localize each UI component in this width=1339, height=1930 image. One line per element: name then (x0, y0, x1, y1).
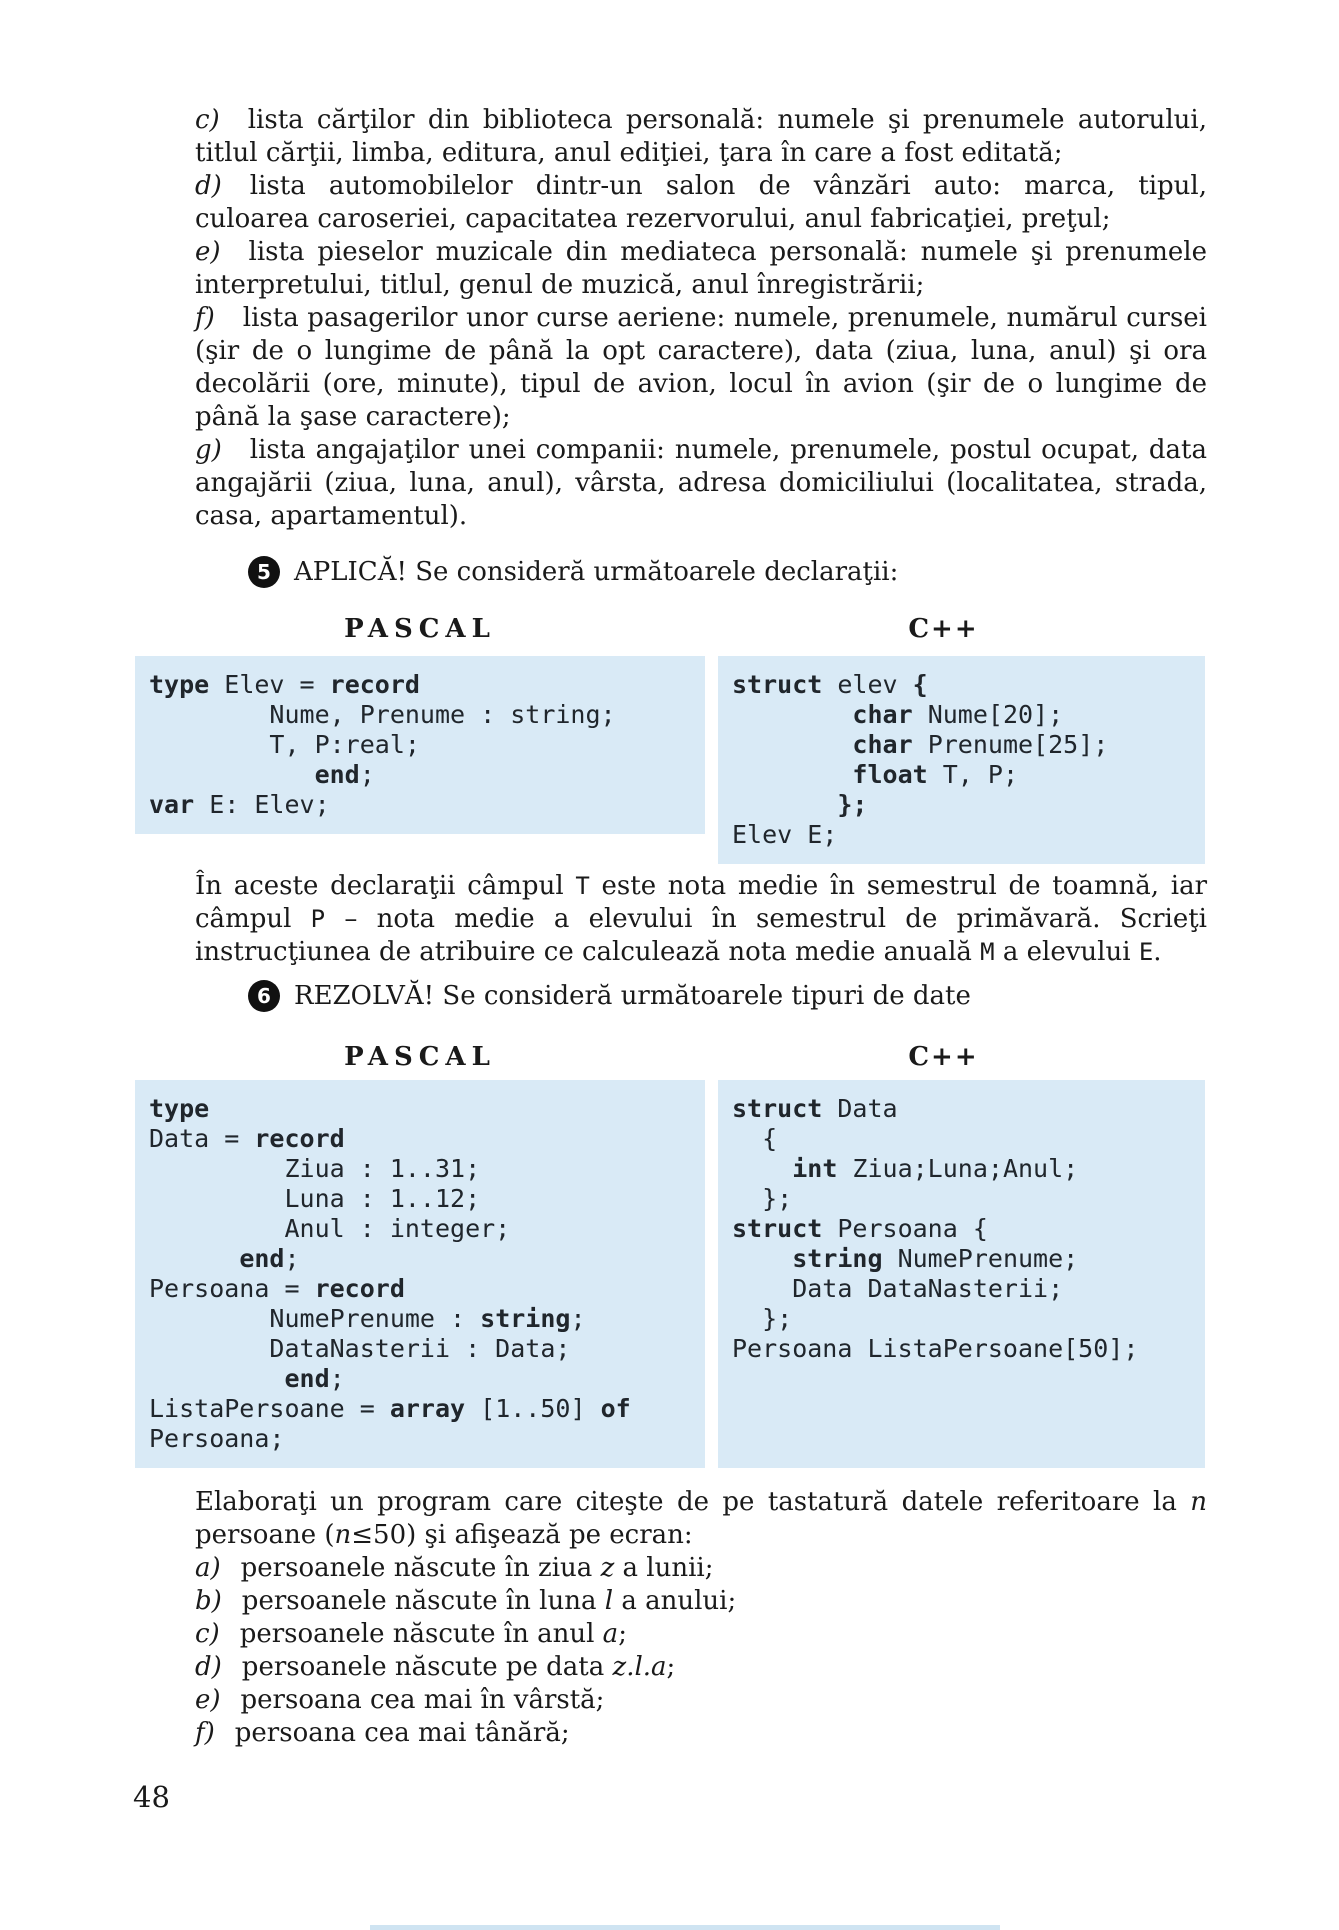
cpp-column-heading-2: C++ (908, 1042, 979, 1072)
code-comparison-block-1 (135, 656, 1205, 864)
code-line (149, 1394, 701, 1424)
exercise-5-title: APLICĂ! Se consideră următoarele declaraţii: (294, 557, 899, 587)
text-segment: este nota medie în semestrul de toamnă, iar câmpul (195, 871, 1207, 934)
text-segment: }; (837, 790, 868, 819)
text-segment: ; (284, 1244, 300, 1273)
item-text: lista automobilelor dintr-un salon de vânzări auto: marca, tipul, culoarea caroseriei, capacitatea rezervorului, anul fabricaţiei, preţul; (195, 171, 1207, 234)
text-segment: E (1138, 938, 1154, 966)
item-text (242, 1652, 676, 1682)
text-segment: ; (329, 1364, 345, 1393)
text-segment: }; (732, 1184, 793, 1213)
exercise-items-c-g (195, 104, 1207, 533)
code-line (149, 1334, 701, 1364)
exercise-6-number-badge: 6 (248, 980, 280, 1012)
text-segment: ; (570, 1304, 586, 1333)
text-segment: char (852, 730, 913, 759)
code-line (732, 1094, 1201, 1124)
item-letter: b) (195, 1586, 222, 1616)
code-line (732, 1154, 1201, 1184)
text-segment: Ziua;Luna;Anul; (837, 1154, 1079, 1183)
text-segment: Nume[20]; (912, 700, 1064, 729)
list-item (195, 1651, 1207, 1684)
list-item (195, 1717, 1207, 1750)
text-segment: T (575, 872, 590, 900)
text-segment: DataNasterii : Data; (149, 1334, 571, 1363)
text-segment: Persoana; (149, 1424, 285, 1453)
text-segment: record (329, 670, 420, 699)
text-segment: Anul : integer; (149, 1214, 511, 1243)
text-segment: a (602, 1619, 619, 1649)
text-segment: P (310, 905, 326, 933)
text-segment: NumePrenume : (149, 1304, 481, 1333)
text-segment: record (314, 1274, 405, 1303)
text-segment: a lunii; (614, 1553, 714, 1583)
text-segment: struct (732, 1214, 823, 1243)
text-segment: Luna : 1..12; (149, 1184, 481, 1213)
text-segment (149, 1364, 284, 1393)
code-line (732, 670, 1201, 700)
cpp-code-block-2 (718, 1080, 1205, 1468)
text-segment: struct (732, 1094, 823, 1123)
text-segment: T, P:real; (149, 730, 420, 759)
text-segment: a elevului (994, 937, 1139, 967)
code-line (149, 1124, 701, 1154)
text-segment: array (389, 1394, 466, 1423)
text-segment: Elev = (209, 670, 330, 699)
text-segment: Ziua : 1..31; (149, 1154, 481, 1183)
exercise-5-header (248, 556, 898, 588)
list-item (195, 1585, 1207, 1618)
text-segment: struct (732, 670, 823, 699)
text-segment (732, 730, 852, 759)
text-segment: M (980, 938, 995, 966)
list-item (195, 1552, 1207, 1585)
text-segment (149, 760, 315, 789)
item-letter: d) (195, 171, 222, 201)
text-segment: [1..50] (465, 1394, 601, 1423)
item-text (241, 1685, 605, 1715)
item-letter: e) (195, 1685, 221, 1715)
code-line (149, 1364, 701, 1394)
text-segment (732, 700, 852, 729)
text-segment: T, P; (927, 760, 1018, 789)
code-line (732, 730, 1201, 760)
list-item (195, 104, 1207, 170)
text-segment: end (284, 1364, 330, 1393)
item-letter: e) (195, 237, 221, 267)
text-segment: l (604, 1586, 614, 1616)
text-segment: of (600, 1394, 631, 1423)
item-letter: g) (195, 435, 222, 465)
text-segment (732, 1244, 792, 1273)
text-segment: Data (822, 1094, 898, 1123)
text-segment (732, 760, 852, 789)
item-letter: c) (195, 105, 220, 135)
code-line (732, 1334, 1201, 1364)
code-line (149, 790, 701, 820)
task-paragraph (195, 1486, 1207, 1552)
item-letter: a) (195, 1553, 221, 1583)
text-segment: char (852, 700, 913, 729)
item-text: lista angajaţilor unei companii: numele, prenumele, postul ocupat, data angajării (ziua, luna, anul), vârsta, adresa domiciliului (localitatea, strada, casa, apartamentul). (195, 435, 1207, 531)
item-text (242, 1586, 736, 1616)
code-line (732, 1274, 1201, 1304)
code-line (732, 700, 1201, 730)
code-line (149, 1244, 701, 1274)
code-line (149, 700, 701, 730)
pascal-column-heading-2: PASCAL (344, 1042, 496, 1072)
text-segment: NumePrenume; (882, 1244, 1079, 1273)
code-line (149, 730, 701, 760)
code-line (149, 1304, 701, 1334)
text-segment: Elaboraţi un program care citeşte de pe tastatură datele referitoare la (195, 1487, 1191, 1517)
text-segment: { (732, 1124, 778, 1153)
text-segment: . (1153, 937, 1162, 967)
text-segment: end (239, 1244, 285, 1273)
code-line (732, 1214, 1201, 1244)
text-segment: Persoana { (822, 1214, 988, 1243)
text-segment: Elev E; (732, 820, 838, 849)
text-segment: persoanele născute în ziua (240, 1553, 601, 1583)
cpp-column-heading: C++ (908, 614, 979, 644)
code-line (732, 1184, 1201, 1214)
text-segment (149, 1244, 239, 1273)
cpp-code-block-1 (718, 656, 1205, 864)
text-segment: persoanele născute în luna (241, 1586, 605, 1616)
list-item (195, 434, 1207, 533)
text-segment: type (149, 670, 210, 699)
item-text (240, 1619, 627, 1649)
text-segment: }; (732, 1304, 793, 1333)
code-line (149, 760, 701, 790)
list-item (195, 1684, 1207, 1717)
text-segment: Data DataNasterii; (732, 1274, 1064, 1303)
item-letter: c) (195, 1619, 220, 1649)
item-text (241, 1553, 714, 1583)
text-segment: ; (618, 1619, 627, 1649)
text-segment: ≤50) şi afişează pe ecran: (351, 1520, 693, 1550)
list-item (195, 236, 1207, 302)
item-text: lista pieselor muzicale din mediateca personală: numele şi prenumele interpretului, titlul, genul de muzică, anul înregistrării; (195, 237, 1207, 300)
text-segment: ListaPersoane = (149, 1394, 390, 1423)
list-item (195, 170, 1207, 236)
code-line (732, 1124, 1201, 1154)
text-segment (732, 1154, 792, 1183)
code-line (149, 1094, 701, 1124)
explanation-paragraph (195, 870, 1207, 969)
text-segment: Nume, Prenume : string; (149, 700, 616, 729)
exercise-6-title: REZOLVĂ! Se consideră următoarele tipuri de date (294, 981, 971, 1011)
text-segment: ; (666, 1652, 676, 1682)
page-number: 48 (133, 1780, 170, 1814)
text-segment: ; (359, 760, 375, 789)
text-segment: Prenume[25]; (912, 730, 1109, 759)
text-segment: record (254, 1124, 345, 1153)
pascal-code-block-2 (135, 1080, 705, 1468)
exercise-6-header (248, 980, 971, 1012)
code-line (732, 820, 1201, 850)
text-segment: Data = (149, 1124, 255, 1153)
text-segment: Persoana ListaPersoane[50]; (732, 1334, 1139, 1363)
code-line (732, 1304, 1201, 1334)
item-text: lista pasagerilor unor curse aeriene: numele, prenumele, numărul cursei (şir de o lungime de până la opt caractere), data (ziua, luna, anul) şi ora decolării (ore, minute), tipul de avion, locul în avion (şir de o lungime de până la şase caractere); (195, 303, 1207, 432)
code-line (149, 1184, 701, 1214)
text-segment: persoane ( (195, 1520, 335, 1550)
text-segment: elev (822, 670, 913, 699)
task-items-a-f (195, 1552, 1207, 1750)
text-segment: string (792, 1244, 883, 1273)
code-line (732, 760, 1201, 790)
text-segment: end (314, 760, 360, 789)
text-segment: z (600, 1553, 615, 1583)
text-segment: float (852, 760, 928, 789)
text-segment (732, 790, 837, 819)
text-segment: persoanele născute pe data (241, 1652, 613, 1682)
code-line (149, 1274, 701, 1304)
pascal-code-block-1 (135, 656, 705, 834)
list-item (195, 302, 1207, 434)
text-segment: n (1190, 1487, 1207, 1517)
text-segment: type (149, 1094, 210, 1123)
code-line (149, 1154, 701, 1184)
text-segment: var (149, 790, 195, 819)
exercise-5-number-badge: 5 (248, 556, 280, 588)
list-item (195, 1618, 1207, 1651)
text-segment: string (480, 1304, 571, 1333)
code-comparison-block-2 (135, 1080, 1205, 1468)
text-segment: z.l.a (612, 1652, 667, 1682)
code-line (149, 1424, 701, 1454)
text-segment: Persoana = (149, 1274, 315, 1303)
code-line (732, 1244, 1201, 1274)
text-segment: E: Elev; (194, 790, 330, 819)
item-text (235, 1718, 570, 1748)
scan-edge-artifact (370, 1925, 1000, 1930)
code-line (149, 670, 701, 700)
pascal-column-heading: PASCAL (344, 614, 496, 644)
text-segment: persoanele născute în anul (239, 1619, 603, 1649)
item-letter: f) (195, 1718, 215, 1748)
code-line (732, 790, 1201, 820)
text-segment: a anului; (613, 1586, 737, 1616)
text-segment: int (792, 1154, 838, 1183)
text-segment: persoana cea mai tânără; (234, 1718, 570, 1748)
item-letter: d) (195, 1652, 222, 1682)
text-segment: n (334, 1520, 352, 1550)
text-segment: – nota medie a elevului în semestrul de primăvară. Scrieţi instrucţiunea de atribuire ce calculează nota medie anuală (195, 904, 1207, 967)
text-segment: În aceste declaraţii câmpul (195, 871, 576, 901)
item-text: lista cărţilor din biblioteca personală: numele şi prenumele autorului, titlul cărţii, limba, editura, anul ediţiei, ţara în care a fost editată; (195, 105, 1207, 168)
code-line (149, 1214, 701, 1244)
text-segment: { (912, 670, 928, 699)
text-segment: persoana cea mai în vârstă; (240, 1685, 605, 1715)
item-letter: f) (195, 303, 215, 333)
